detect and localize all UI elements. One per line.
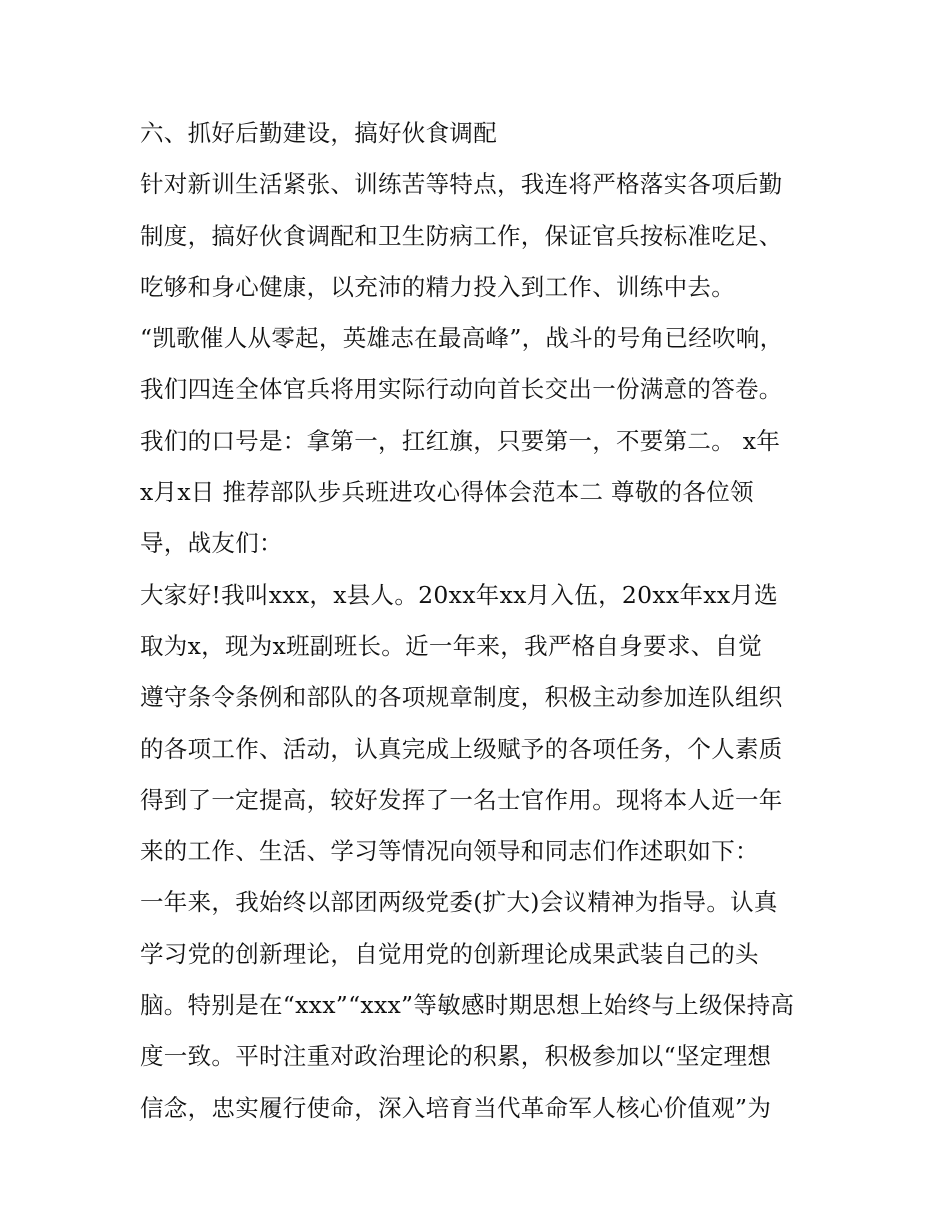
- text-line: 制度，搞好伙食调配和卫生防病工作，保证官兵按标准吃足、: [140, 221, 783, 250]
- text-line: 针对新训生活紧张、训练苦等特点，我连将严格落实各项后勤: [140, 170, 783, 199]
- text-line: 大家好!我叫xxx，x县人。20xx年xx月入伍，20xx年xx月选: [140, 580, 778, 609]
- section-heading: 六、抓好后勤建设，搞好伙食调配: [140, 119, 497, 147]
- text-line: x月x日 推荐部队步兵班进攻心得体会范本二 尊敬的各位领: [140, 478, 754, 507]
- text-line: 得到了一定提高，较好发挥了一名士官作用。现将本人近一年: [140, 785, 783, 814]
- text-line: 取为x，现为x班副班长。近一年来，我严格自身要求、自觉: [140, 631, 763, 660]
- text-line: 我们四连全体官兵将用实际行动向首长交出一份满意的答卷。: [140, 375, 783, 404]
- text-line: “凯歌催人从零起，英雄志在最高峰”，战斗的号角已经吹响，: [140, 324, 784, 353]
- text-line: 来的工作、生活、学习等情况向领导和同志们作述职如下：: [140, 837, 759, 866]
- text-line: 吃够和身心健康，以充沛的精力投入到工作、训练中去。: [140, 272, 735, 301]
- text-line: 度一致。平时注重对政治理论的积累，积极参加以“坚定理想: [140, 1042, 772, 1071]
- text-line: 的各项工作、活动，认真完成上级赋予的各项任务，个人素质: [140, 734, 783, 763]
- text-line: 学习党的创新理论，自觉用党的创新理论成果武装自己的头: [140, 939, 759, 968]
- text-line: 信念，忠实履行使命，深入培育当代革命军人核心价值观”为: [140, 1093, 772, 1122]
- text-line: 脑。特别是在“xxx”“xxx”等敏感时期思想上始终与上级保持高: [140, 991, 795, 1020]
- text-line: 导，战友们：: [140, 529, 283, 558]
- text-line: 遵守条令条例和部队的各项规章制度，积极主动参加连队组织: [140, 683, 783, 712]
- text-line: 一年来，我始终以部团两级党委(扩大)会议精神为指导。认真: [140, 888, 778, 917]
- document-body: [140, 108, 820, 1134]
- text-line: 我们的口号是：拿第一，扛红旗，只要第一，不要第二。 x年: [140, 426, 781, 455]
